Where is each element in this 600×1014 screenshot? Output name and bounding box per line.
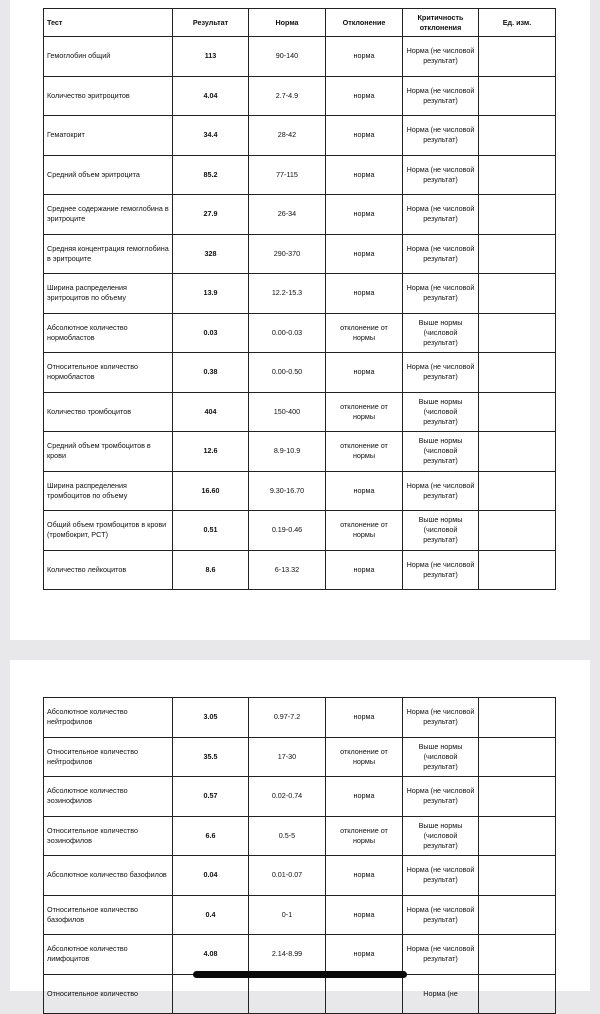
cell-result: 0.57 <box>173 777 249 817</box>
cell-units <box>479 392 556 432</box>
results-table-page-1 <box>43 8 556 590</box>
cell-result: 0.51 <box>173 511 249 551</box>
cell-criticality: Выше нормы (числовой результат) <box>403 511 479 551</box>
header-test: Тест <box>44 9 173 37</box>
table-row <box>44 895 556 935</box>
cell-norm <box>249 974 326 1014</box>
cell-result: 34.4 <box>173 116 249 156</box>
cell-result: 12.6 <box>173 432 249 472</box>
cell-test: Количество эритроцитов <box>44 76 173 116</box>
cell-criticality: Норма (не числовой результат) <box>403 234 479 274</box>
cell-result: 113 <box>173 37 249 77</box>
cell-norm: 26-34 <box>249 195 326 235</box>
cell-deviation <box>326 974 403 1014</box>
table-row <box>44 816 556 856</box>
cell-result: 27.9 <box>173 195 249 235</box>
cell-criticality: Выше нормы (числовой результат) <box>403 392 479 432</box>
cell-test: Относительное количество нейтрофилов <box>44 737 173 777</box>
cell-deviation: отклонение от нормы <box>326 432 403 472</box>
cell-result <box>173 974 249 1014</box>
cell-deviation: норма <box>326 116 403 156</box>
table-row <box>44 76 556 116</box>
table-row <box>44 195 556 235</box>
cell-result: 404 <box>173 392 249 432</box>
table-row <box>44 313 556 353</box>
cell-units <box>479 550 556 590</box>
cell-deviation: норма <box>326 895 403 935</box>
cell-units <box>479 76 556 116</box>
cell-units <box>479 234 556 274</box>
cell-criticality: Норма (не числовой результат) <box>403 353 479 393</box>
cell-test: Общий объем тромбоцитов в крови (тромбокрит, PCT) <box>44 511 173 551</box>
cell-norm: 6-13.32 <box>249 550 326 590</box>
cell-test: Относительное количество нормобластов <box>44 353 173 393</box>
cell-units <box>479 471 556 511</box>
document-page-1 <box>10 0 590 640</box>
cell-test: Абсолютное количество базофилов <box>44 856 173 896</box>
cell-criticality: Норма (не числовой результат) <box>403 856 479 896</box>
cell-result: 85.2 <box>173 155 249 195</box>
cell-test: Средний объем эритроцита <box>44 155 173 195</box>
cell-deviation: норма <box>326 37 403 77</box>
cell-units <box>479 155 556 195</box>
table-row <box>44 698 556 738</box>
cell-result: 35.5 <box>173 737 249 777</box>
cell-result: 0.04 <box>173 856 249 896</box>
cell-criticality: Выше нормы (числовой результат) <box>403 432 479 472</box>
table-body-page-1 <box>44 37 556 590</box>
cell-units <box>479 195 556 235</box>
cell-criticality: Норма (не числовой результат) <box>403 37 479 77</box>
cell-criticality: Выше нормы (числовой результат) <box>403 313 479 353</box>
cell-result: 3.05 <box>173 698 249 738</box>
table-row <box>44 935 556 975</box>
cell-norm: 0.19-0.46 <box>249 511 326 551</box>
cell-units <box>479 274 556 314</box>
cell-test: Среднее содержание гемоглобина в эритроците <box>44 195 173 235</box>
cell-units <box>479 313 556 353</box>
header-deviation: Отклонение <box>326 9 403 37</box>
cell-deviation: норма <box>326 935 403 975</box>
cell-test: Гематокрит <box>44 116 173 156</box>
header-result: Результат <box>173 9 249 37</box>
cell-units <box>479 777 556 817</box>
cell-test: Относительное количество <box>44 974 173 1014</box>
table-body-page-2 <box>44 698 556 1014</box>
cell-criticality: Норма (не числовой результат) <box>403 935 479 975</box>
cell-units <box>479 353 556 393</box>
cell-deviation: норма <box>326 353 403 393</box>
table-row <box>44 737 556 777</box>
cell-result: 16.60 <box>173 471 249 511</box>
cell-result: 328 <box>173 234 249 274</box>
cell-test: Ширина распределения тромбоцитов по объему <box>44 471 173 511</box>
cell-units <box>479 856 556 896</box>
cell-units <box>479 511 556 551</box>
table-row <box>44 974 556 1014</box>
cell-result: 4.04 <box>173 76 249 116</box>
cell-norm: 0-1 <box>249 895 326 935</box>
cell-criticality: Норма (не числовой результат) <box>403 895 479 935</box>
cell-test: Количество лейкоцитов <box>44 550 173 590</box>
cell-deviation: норма <box>326 234 403 274</box>
cell-deviation: отклонение от нормы <box>326 816 403 856</box>
table-row <box>44 511 556 551</box>
table-row <box>44 777 556 817</box>
cell-norm: 28-42 <box>249 116 326 156</box>
cell-units <box>479 116 556 156</box>
cell-criticality: Норма (не числовой результат) <box>403 76 479 116</box>
cell-result: 13.9 <box>173 274 249 314</box>
table-row <box>44 471 556 511</box>
cell-criticality: Норма (не числовой результат) <box>403 550 479 590</box>
cell-deviation: отклонение от нормы <box>326 392 403 432</box>
cell-deviation: норма <box>326 274 403 314</box>
cell-norm: 0.02-0.74 <box>249 777 326 817</box>
cell-norm: 90-140 <box>249 37 326 77</box>
cell-result: 0.03 <box>173 313 249 353</box>
cell-criticality: Норма (не числовой результат) <box>403 471 479 511</box>
document-page-2 <box>10 660 590 998</box>
cell-criticality: Норма (не <box>403 974 479 1014</box>
header-norm: Норма <box>249 9 326 37</box>
cell-result: 4.08 <box>173 935 249 975</box>
cell-norm: 12.2-15.3 <box>249 274 326 314</box>
table-row <box>44 155 556 195</box>
cell-norm: 2.14-8.99 <box>249 935 326 975</box>
cell-norm: 0.00-0.03 <box>249 313 326 353</box>
cell-test: Средний объем тромбоцитов в крови <box>44 432 173 472</box>
cell-deviation: норма <box>326 777 403 817</box>
cell-norm: 9.30-16.70 <box>249 471 326 511</box>
cell-norm: 0.00-0.50 <box>249 353 326 393</box>
table-row <box>44 550 556 590</box>
cell-criticality: Норма (не числовой результат) <box>403 195 479 235</box>
cell-result: 0.38 <box>173 353 249 393</box>
cell-deviation: норма <box>326 471 403 511</box>
cell-test: Абсолютное количество нормобластов <box>44 313 173 353</box>
cell-units <box>479 816 556 856</box>
cell-criticality: Норма (не числовой результат) <box>403 274 479 314</box>
table-row <box>44 432 556 472</box>
cell-deviation: норма <box>326 698 403 738</box>
cell-test: Средняя концентрация гемоглобина в эритроците <box>44 234 173 274</box>
cell-deviation: отклонение от нормы <box>326 737 403 777</box>
cell-test: Количество тромбоцитов <box>44 392 173 432</box>
cell-criticality: Норма (не числовой результат) <box>403 698 479 738</box>
cell-units <box>479 974 556 1014</box>
header-criticality: Критичность отклонения <box>403 9 479 37</box>
cell-deviation: норма <box>326 76 403 116</box>
cell-norm: 8.9-10.9 <box>249 432 326 472</box>
cell-criticality: Норма (не числовой результат) <box>403 777 479 817</box>
cell-criticality: Выше нормы (числовой результат) <box>403 816 479 856</box>
cell-result: 8.6 <box>173 550 249 590</box>
cell-norm: 0.01-0.07 <box>249 856 326 896</box>
cell-result: 0.4 <box>173 895 249 935</box>
cell-norm: 150-400 <box>249 392 326 432</box>
cell-deviation: норма <box>326 856 403 896</box>
cell-deviation: норма <box>326 155 403 195</box>
table-header-row <box>44 9 556 37</box>
cell-criticality: Норма (не числовой результат) <box>403 116 479 156</box>
cell-norm: 290-370 <box>249 234 326 274</box>
table-row <box>44 392 556 432</box>
cell-deviation: норма <box>326 195 403 235</box>
cell-test: Абсолютное количество эозинофилов <box>44 777 173 817</box>
home-indicator-bar <box>193 971 407 978</box>
table-row <box>44 856 556 896</box>
cell-norm: 17-30 <box>249 737 326 777</box>
table-row <box>44 353 556 393</box>
table-row <box>44 37 556 77</box>
cell-test: Абсолютное количество нейтрофилов <box>44 698 173 738</box>
table-row <box>44 274 556 314</box>
cell-deviation: отклонение от нормы <box>326 511 403 551</box>
cell-test: Относительное количество базофилов <box>44 895 173 935</box>
cell-result: 6.6 <box>173 816 249 856</box>
cell-deviation: норма <box>326 550 403 590</box>
results-table-page-2 <box>43 697 556 1014</box>
cell-criticality: Норма (не числовой результат) <box>403 155 479 195</box>
cell-units <box>479 37 556 77</box>
cell-norm: 2.7-4.9 <box>249 76 326 116</box>
cell-norm: 0.97-7.2 <box>249 698 326 738</box>
cell-units <box>479 432 556 472</box>
cell-test: Относительное количество эозинофилов <box>44 816 173 856</box>
cell-units <box>479 737 556 777</box>
cell-norm: 77-115 <box>249 155 326 195</box>
cell-test: Абсолютное количество лимфоцитов <box>44 935 173 975</box>
header-units: Ед. изм. <box>479 9 556 37</box>
cell-units <box>479 698 556 738</box>
cell-criticality: Выше нормы (числовой результат) <box>403 737 479 777</box>
table-row <box>44 116 556 156</box>
cell-units <box>479 935 556 975</box>
cell-deviation: отклонение от нормы <box>326 313 403 353</box>
cell-test: Гемоглобин общий <box>44 37 173 77</box>
table-row <box>44 234 556 274</box>
cell-norm: 0.5-5 <box>249 816 326 856</box>
cell-test: Ширина распределения эритроцитов по объему <box>44 274 173 314</box>
cell-units <box>479 895 556 935</box>
